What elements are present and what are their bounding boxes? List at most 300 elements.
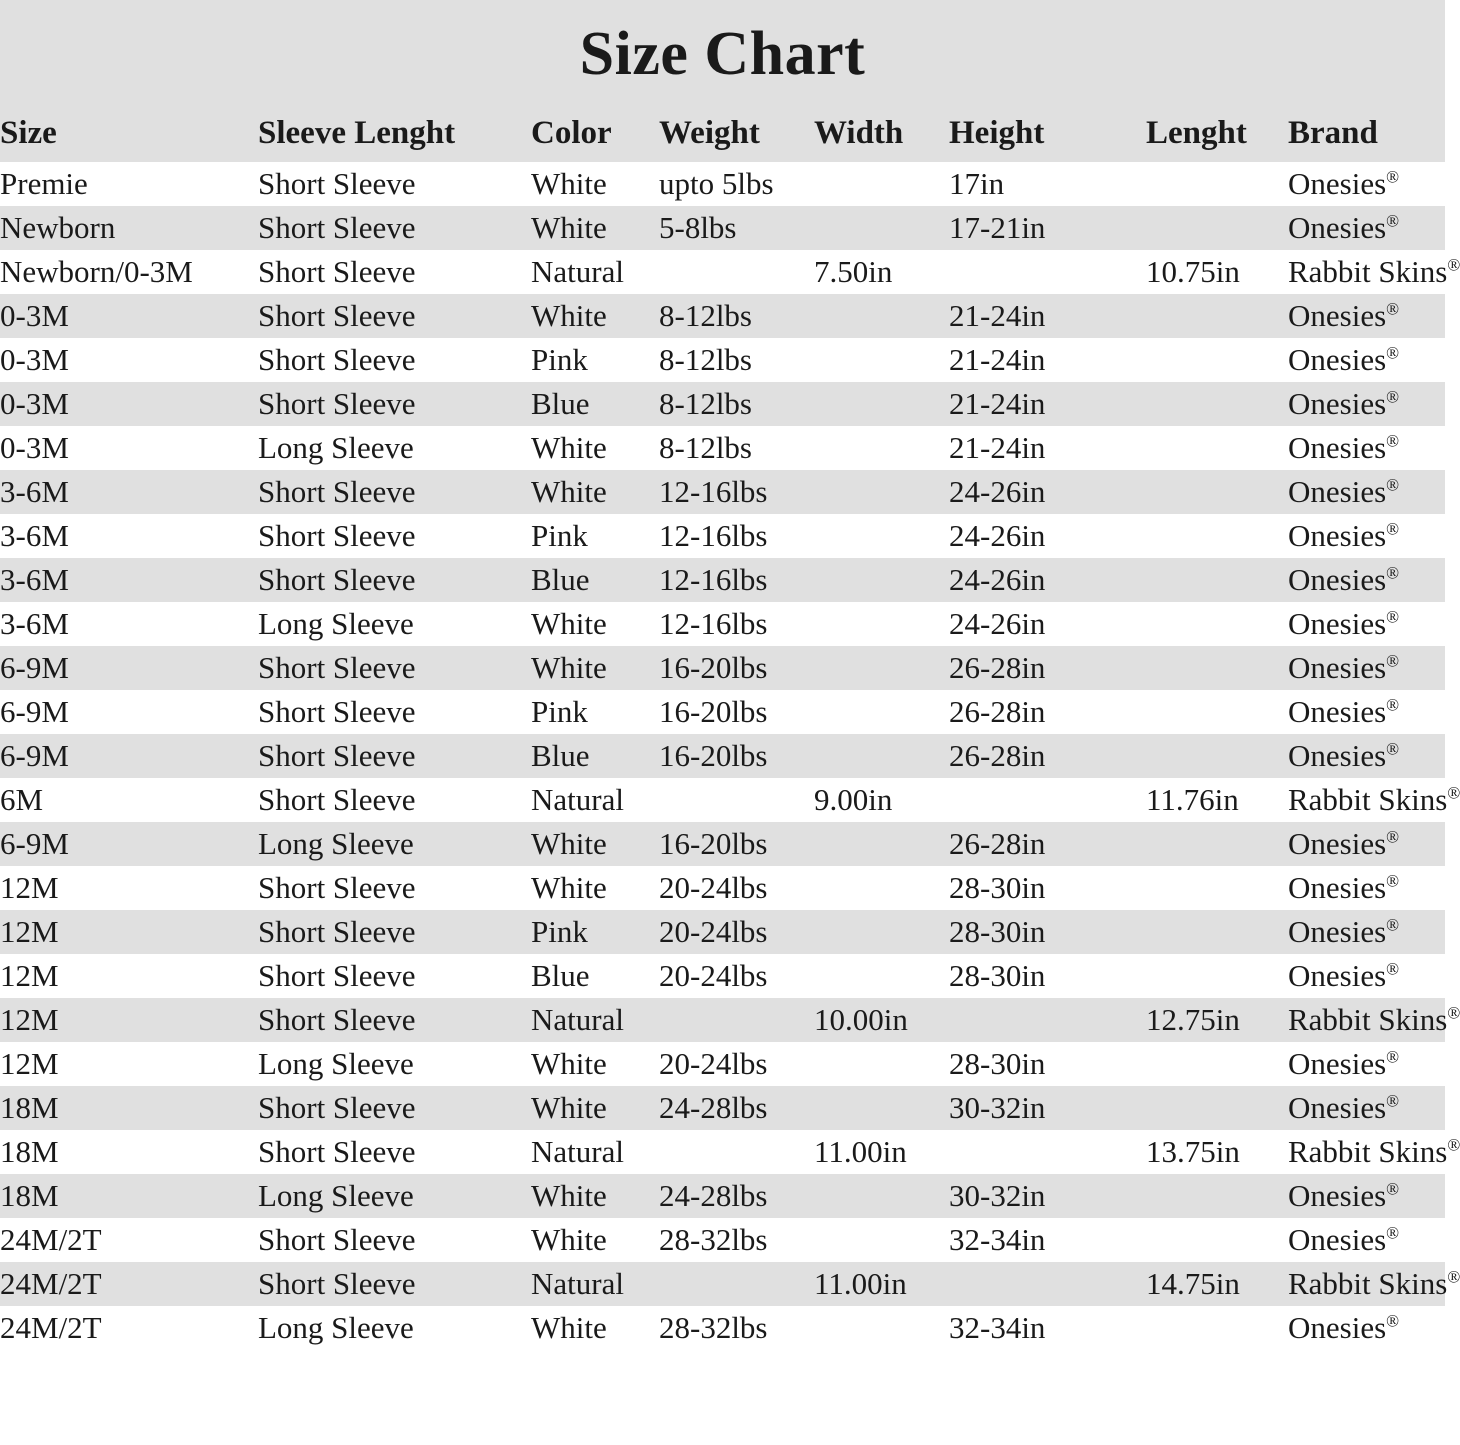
registered-trademark-icon: ® (1386, 211, 1400, 231)
cell-size: Newborn/0-3M (0, 250, 258, 294)
registered-trademark-icon: ® (1386, 607, 1400, 627)
cell-size: 18M (0, 1086, 258, 1130)
cell-width (814, 470, 949, 514)
cell-brand (1288, 822, 1445, 866)
cell-brand (1288, 998, 1460, 1042)
cell-color: White (531, 470, 659, 514)
brand-name: Onesies (1288, 606, 1387, 642)
cell-weight: 20-24lbs (659, 866, 814, 910)
cell-lenght (1146, 866, 1288, 910)
brand-name: Onesies (1288, 958, 1387, 994)
cell-height: 17in (949, 162, 1146, 206)
cell-sleeve: Short Sleeve (258, 998, 531, 1042)
cell-color: White (531, 1174, 659, 1218)
cell-weight (659, 1262, 814, 1306)
cell-lenght (1146, 426, 1288, 470)
cell-size: 0-3M (0, 338, 258, 382)
cell-weight (659, 998, 814, 1042)
cell-size: 12M (0, 998, 258, 1042)
cell-size: 3-6M (0, 514, 258, 558)
brand-name: Onesies (1288, 430, 1387, 466)
brand-name: Onesies (1288, 298, 1387, 334)
cell-width (814, 206, 949, 250)
cell-height (949, 778, 1146, 822)
registered-trademark-icon: ® (1447, 1267, 1460, 1287)
cell-lenght (1146, 1174, 1288, 1218)
cell-width (814, 294, 949, 338)
cell-width: 9.00in (814, 778, 949, 822)
cell-weight: 12-16lbs (659, 514, 814, 558)
cell-sleeve: Long Sleeve (258, 1042, 531, 1086)
cell-weight: 8-12lbs (659, 382, 814, 426)
cell-width (814, 910, 949, 954)
table-row (0, 1130, 1445, 1174)
cell-sleeve: Short Sleeve (258, 690, 531, 734)
cell-brand (1288, 558, 1445, 602)
cell-height: 24-26in (949, 602, 1146, 646)
column-header-color: Color (531, 105, 659, 162)
brand-name: Onesies (1288, 342, 1387, 378)
brand-name: Onesies (1288, 166, 1387, 202)
cell-width (814, 426, 949, 470)
table-row (0, 470, 1445, 514)
cell-color: Pink (531, 338, 659, 382)
brand-name: Onesies (1288, 386, 1387, 422)
cell-height: 26-28in (949, 690, 1146, 734)
cell-weight: 12-16lbs (659, 602, 814, 646)
cell-width: 11.00in (814, 1130, 949, 1174)
cell-lenght: 10.75in (1146, 250, 1288, 294)
table-row (0, 206, 1445, 250)
cell-brand (1288, 1174, 1445, 1218)
registered-trademark-icon: ® (1447, 1003, 1460, 1023)
cell-weight: 16-20lbs (659, 734, 814, 778)
table-row (0, 426, 1445, 470)
cell-color: White (531, 426, 659, 470)
cell-lenght (1146, 338, 1288, 382)
cell-width: 7.50in (814, 250, 949, 294)
brand-name: Onesies (1288, 694, 1387, 730)
cell-width (814, 646, 949, 690)
cell-lenght (1146, 1306, 1288, 1350)
cell-height: 26-28in (949, 646, 1146, 690)
cell-width (814, 1174, 949, 1218)
cell-lenght: 11.76in (1146, 778, 1288, 822)
cell-height (949, 250, 1146, 294)
cell-lenght (1146, 470, 1288, 514)
cell-lenght (1146, 1218, 1288, 1262)
table-row (0, 954, 1445, 998)
cell-lenght (1146, 162, 1288, 206)
cell-sleeve: Short Sleeve (258, 470, 531, 514)
registered-trademark-icon: ® (1386, 1223, 1400, 1243)
cell-weight (659, 250, 814, 294)
cell-brand (1288, 734, 1445, 778)
cell-size: 12M (0, 1042, 258, 1086)
cell-size: 0-3M (0, 294, 258, 338)
brand-name: Onesies (1288, 1090, 1387, 1126)
cell-lenght (1146, 558, 1288, 602)
cell-size: 6-9M (0, 646, 258, 690)
cell-width (814, 690, 949, 734)
cell-color: Blue (531, 382, 659, 426)
cell-color: Natural (531, 1262, 659, 1306)
cell-color: White (531, 162, 659, 206)
cell-width (814, 1086, 949, 1130)
registered-trademark-icon: ® (1386, 1091, 1400, 1111)
cell-height: 28-30in (949, 910, 1146, 954)
registered-trademark-icon: ® (1386, 475, 1400, 495)
cell-brand (1288, 514, 1445, 558)
cell-size: 0-3M (0, 382, 258, 426)
cell-lenght (1146, 910, 1288, 954)
cell-height: 26-28in (949, 734, 1146, 778)
table-row (0, 602, 1445, 646)
cell-brand (1288, 778, 1460, 822)
cell-width (814, 954, 949, 998)
cell-color: Blue (531, 558, 659, 602)
table-row (0, 778, 1445, 822)
cell-height: 24-26in (949, 514, 1146, 558)
registered-trademark-icon: ® (1386, 959, 1400, 979)
column-header-width: Width (814, 105, 949, 162)
cell-width (814, 338, 949, 382)
cell-height: 28-30in (949, 954, 1146, 998)
brand-name: Rabbit Skins (1288, 782, 1448, 818)
cell-size: 0-3M (0, 426, 258, 470)
cell-brand (1288, 382, 1445, 426)
brand-name: Onesies (1288, 914, 1387, 950)
table-row (0, 338, 1445, 382)
cell-sleeve: Short Sleeve (258, 1218, 531, 1262)
cell-sleeve: Short Sleeve (258, 1262, 531, 1306)
cell-color: White (531, 206, 659, 250)
cell-height: 21-24in (949, 338, 1146, 382)
cell-brand (1288, 1218, 1445, 1262)
cell-lenght (1146, 206, 1288, 250)
cell-size: 18M (0, 1174, 258, 1218)
cell-height: 32-34in (949, 1306, 1146, 1350)
cell-sleeve: Short Sleeve (258, 382, 531, 426)
cell-color: Pink (531, 690, 659, 734)
cell-sleeve: Short Sleeve (258, 294, 531, 338)
table-row (0, 646, 1445, 690)
cell-lenght (1146, 602, 1288, 646)
cell-width (814, 1306, 949, 1350)
cell-brand (1288, 646, 1445, 690)
registered-trademark-icon: ® (1386, 651, 1400, 671)
cell-lenght: 13.75in (1146, 1130, 1288, 1174)
table-row (0, 382, 1445, 426)
registered-trademark-icon: ® (1386, 1179, 1400, 1199)
registered-trademark-icon: ® (1386, 871, 1400, 891)
cell-width (814, 558, 949, 602)
cell-brand (1288, 206, 1445, 250)
cell-size: 24M/2T (0, 1306, 258, 1350)
cell-weight: 24-28lbs (659, 1174, 814, 1218)
cell-size: 18M (0, 1130, 258, 1174)
cell-color: Natural (531, 998, 659, 1042)
brand-name: Onesies (1288, 474, 1387, 510)
cell-height: 28-30in (949, 866, 1146, 910)
cell-color: White (531, 646, 659, 690)
cell-lenght (1146, 514, 1288, 558)
cell-lenght (1146, 734, 1288, 778)
cell-color: Pink (531, 910, 659, 954)
column-header-sleeve-lenght: Sleeve Lenght (258, 105, 531, 162)
cell-height: 17-21in (949, 206, 1146, 250)
brand-name: Onesies (1288, 1222, 1387, 1258)
brand-name: Onesies (1288, 1178, 1387, 1214)
table-row (0, 690, 1445, 734)
registered-trademark-icon: ® (1386, 299, 1400, 319)
cell-brand (1288, 910, 1445, 954)
brand-name: Rabbit Skins (1288, 1266, 1448, 1302)
registered-trademark-icon: ® (1386, 519, 1400, 539)
cell-size: Premie (0, 162, 258, 206)
cell-sleeve: Long Sleeve (258, 1306, 531, 1350)
cell-weight: 12-16lbs (659, 470, 814, 514)
cell-lenght (1146, 382, 1288, 426)
cell-sleeve: Short Sleeve (258, 250, 531, 294)
registered-trademark-icon: ® (1386, 695, 1400, 715)
cell-color: White (531, 294, 659, 338)
cell-color: White (531, 1042, 659, 1086)
table-row (0, 162, 1445, 206)
registered-trademark-icon: ® (1386, 739, 1400, 759)
column-header-brand: Brand (1288, 105, 1445, 162)
cell-weight: 5-8lbs (659, 206, 814, 250)
cell-brand (1288, 294, 1445, 338)
cell-weight: 16-20lbs (659, 646, 814, 690)
cell-weight (659, 778, 814, 822)
cell-height: 26-28in (949, 822, 1146, 866)
cell-weight: 20-24lbs (659, 910, 814, 954)
cell-height: 28-30in (949, 1042, 1146, 1086)
registered-trademark-icon: ® (1386, 431, 1400, 451)
cell-weight: 8-12lbs (659, 338, 814, 382)
cell-sleeve: Long Sleeve (258, 1174, 531, 1218)
brand-name: Rabbit Skins (1288, 1134, 1448, 1170)
cell-weight: 8-12lbs (659, 426, 814, 470)
cell-width: 10.00in (814, 998, 949, 1042)
cell-sleeve: Long Sleeve (258, 602, 531, 646)
cell-sleeve: Short Sleeve (258, 1130, 531, 1174)
cell-sleeve: Short Sleeve (258, 646, 531, 690)
cell-sleeve: Short Sleeve (258, 338, 531, 382)
cell-size: 6-9M (0, 690, 258, 734)
table-row (0, 1174, 1445, 1218)
cell-color: White (531, 1086, 659, 1130)
table-row (0, 1218, 1445, 1262)
cell-sleeve: Short Sleeve (258, 162, 531, 206)
cell-lenght (1146, 294, 1288, 338)
cell-weight (659, 1130, 814, 1174)
registered-trademark-icon: ® (1447, 783, 1460, 803)
page-title: Size Chart (0, 0, 1445, 105)
cell-size: 12M (0, 910, 258, 954)
cell-width (814, 1218, 949, 1262)
cell-size: 12M (0, 866, 258, 910)
cell-weight: 12-16lbs (659, 558, 814, 602)
cell-weight: 16-20lbs (659, 690, 814, 734)
cell-sleeve: Short Sleeve (258, 778, 531, 822)
cell-sleeve: Short Sleeve (258, 514, 531, 558)
cell-lenght: 14.75in (1146, 1262, 1288, 1306)
cell-size: 6-9M (0, 822, 258, 866)
cell-brand (1288, 426, 1445, 470)
cell-brand (1288, 162, 1445, 206)
brand-name: Onesies (1288, 738, 1387, 774)
brand-name: Onesies (1288, 870, 1387, 906)
cell-sleeve: Short Sleeve (258, 558, 531, 602)
column-header-weight: Weight (659, 105, 814, 162)
cell-color: Natural (531, 778, 659, 822)
cell-color: Blue (531, 734, 659, 778)
cell-lenght: 12.75in (1146, 998, 1288, 1042)
table-row (0, 1262, 1445, 1306)
cell-height (949, 1130, 1146, 1174)
table-row (0, 734, 1445, 778)
cell-brand (1288, 1042, 1445, 1086)
brand-name: Rabbit Skins (1288, 1002, 1448, 1038)
cell-sleeve: Long Sleeve (258, 822, 531, 866)
brand-name: Onesies (1288, 1310, 1387, 1346)
brand-name: Onesies (1288, 650, 1387, 686)
cell-color: White (531, 822, 659, 866)
brand-name: Onesies (1288, 562, 1387, 598)
cell-color: White (531, 1218, 659, 1262)
table-row (0, 1306, 1445, 1350)
cell-brand (1288, 470, 1445, 514)
cell-height: 21-24in (949, 426, 1146, 470)
cell-width (814, 1042, 949, 1086)
brand-name: Onesies (1288, 518, 1387, 554)
cell-width (814, 822, 949, 866)
table-body (0, 162, 1460, 1350)
table-row (0, 514, 1445, 558)
cell-brand (1288, 690, 1445, 734)
table-row (0, 998, 1445, 1042)
registered-trademark-icon: ® (1386, 343, 1400, 363)
cell-sleeve: Short Sleeve (258, 734, 531, 778)
cell-weight: 24-28lbs (659, 1086, 814, 1130)
cell-lenght (1146, 954, 1288, 998)
brand-name: Rabbit Skins (1288, 254, 1448, 290)
cell-lenght (1146, 646, 1288, 690)
table-row (0, 1086, 1445, 1130)
cell-weight: 20-24lbs (659, 954, 814, 998)
cell-width (814, 162, 949, 206)
cell-sleeve: Short Sleeve (258, 1086, 531, 1130)
cell-color: Natural (531, 250, 659, 294)
cell-color: Natural (531, 1130, 659, 1174)
cell-height (949, 998, 1146, 1042)
table-row (0, 250, 1445, 294)
cell-size: 6-9M (0, 734, 258, 778)
cell-width: 11.00in (814, 1262, 949, 1306)
registered-trademark-icon: ® (1447, 255, 1460, 275)
cell-height: 30-32in (949, 1086, 1146, 1130)
size-chart-table (0, 105, 1460, 1350)
table-row (0, 910, 1445, 954)
column-header-size: Size (0, 105, 258, 162)
cell-color: Pink (531, 514, 659, 558)
cell-weight: 20-24lbs (659, 1042, 814, 1086)
cell-sleeve: Long Sleeve (258, 426, 531, 470)
cell-size: 3-6M (0, 470, 258, 514)
table-row (0, 294, 1445, 338)
cell-height: 21-24in (949, 382, 1146, 426)
registered-trademark-icon: ® (1386, 827, 1400, 847)
cell-lenght (1146, 822, 1288, 866)
cell-size: 3-6M (0, 602, 258, 646)
table-header-row (0, 105, 1445, 162)
registered-trademark-icon: ® (1386, 1311, 1400, 1331)
registered-trademark-icon: ® (1386, 563, 1400, 583)
cell-brand (1288, 954, 1445, 998)
cell-size: Newborn (0, 206, 258, 250)
cell-height: 24-26in (949, 558, 1146, 602)
cell-lenght (1146, 1086, 1288, 1130)
cell-width (814, 734, 949, 778)
cell-height: 32-34in (949, 1218, 1146, 1262)
cell-width (814, 602, 949, 646)
cell-brand (1288, 250, 1460, 294)
cell-brand (1288, 866, 1445, 910)
cell-lenght (1146, 690, 1288, 734)
cell-sleeve: Short Sleeve (258, 910, 531, 954)
table-row (0, 1042, 1445, 1086)
cell-sleeve: Short Sleeve (258, 954, 531, 998)
cell-color: White (531, 602, 659, 646)
cell-weight: 16-20lbs (659, 822, 814, 866)
cell-color: Blue (531, 954, 659, 998)
cell-height: 24-26in (949, 470, 1146, 514)
cell-size: 3-6M (0, 558, 258, 602)
cell-brand (1288, 1306, 1445, 1350)
brand-name: Onesies (1288, 210, 1387, 246)
cell-sleeve: Short Sleeve (258, 206, 531, 250)
registered-trademark-icon: ® (1386, 387, 1400, 407)
cell-brand (1288, 1086, 1445, 1130)
table-row (0, 558, 1445, 602)
cell-lenght (1146, 1042, 1288, 1086)
cell-weight: 28-32lbs (659, 1306, 814, 1350)
cell-size: 24M/2T (0, 1262, 258, 1306)
table-row (0, 822, 1445, 866)
column-header-lenght: Lenght (1146, 105, 1288, 162)
cell-sleeve: Short Sleeve (258, 866, 531, 910)
registered-trademark-icon: ® (1386, 915, 1400, 935)
cell-width (814, 514, 949, 558)
cell-brand (1288, 1130, 1460, 1174)
brand-name: Onesies (1288, 826, 1387, 862)
registered-trademark-icon: ® (1386, 167, 1400, 187)
cell-width (814, 382, 949, 426)
cell-width (814, 866, 949, 910)
cell-height: 21-24in (949, 294, 1146, 338)
registered-trademark-icon: ® (1386, 1047, 1400, 1067)
cell-size: 24M/2T (0, 1218, 258, 1262)
cell-color: White (531, 866, 659, 910)
cell-weight: 8-12lbs (659, 294, 814, 338)
cell-weight: upto 5lbs (659, 162, 814, 206)
cell-color: White (531, 1306, 659, 1350)
table-row (0, 866, 1445, 910)
cell-height (949, 1262, 1146, 1306)
cell-brand (1288, 1262, 1460, 1306)
